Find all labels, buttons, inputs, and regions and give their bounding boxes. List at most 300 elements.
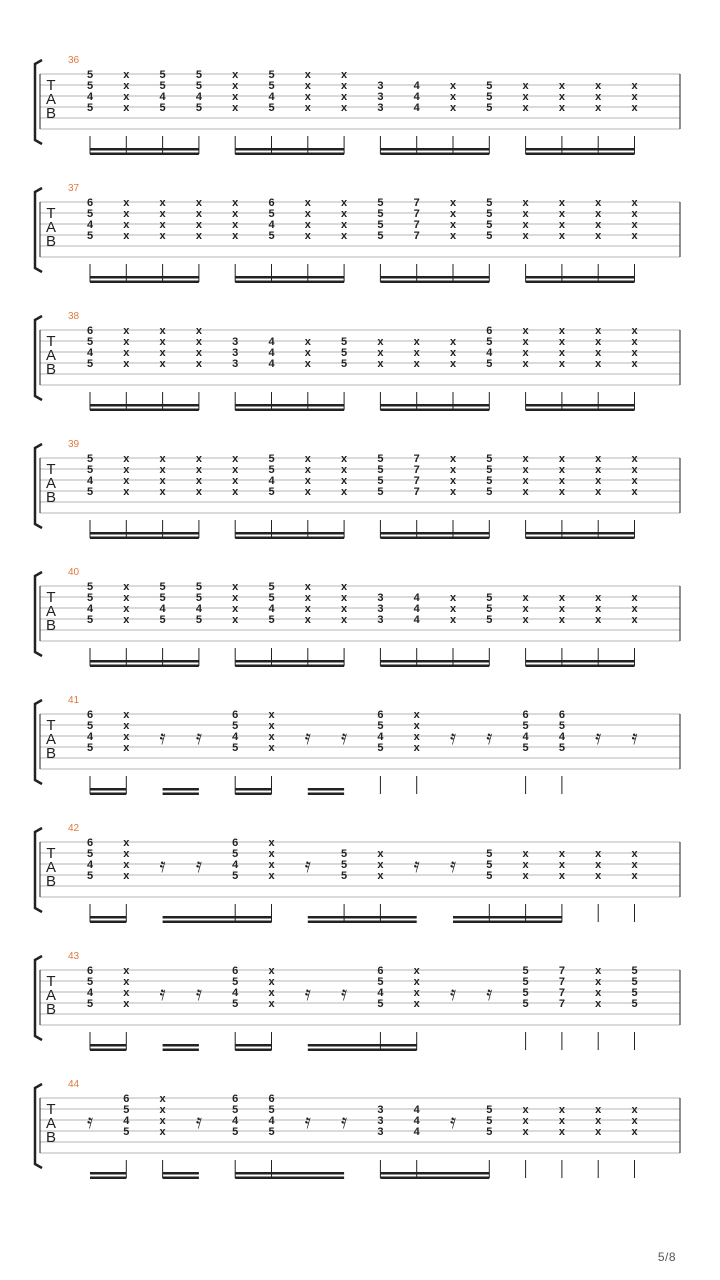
beam-primary (90, 1044, 126, 1047)
fret-number: 6 (232, 837, 239, 849)
beam-secondary (90, 1049, 126, 1052)
tab-clef-letter: A (45, 731, 57, 748)
dead-note: x (195, 486, 202, 498)
dead-note: x (304, 592, 311, 604)
beam-primary (163, 788, 199, 791)
fret-number: 3 (377, 614, 384, 626)
tab-clef-letter: B (45, 361, 57, 378)
dead-note: x (631, 208, 638, 220)
fret-number: 5 (232, 976, 239, 988)
dead-note: x (341, 614, 348, 626)
fret-number: 5 (377, 197, 384, 209)
measure-number: 37 (68, 183, 80, 194)
dead-note: x (159, 219, 166, 231)
fret-number: 5 (486, 230, 493, 242)
dead-note: x (341, 453, 348, 465)
fret-number: 5 (377, 208, 384, 220)
beam-primary (235, 276, 344, 279)
beam-primary (380, 148, 489, 151)
fret-number: 5 (486, 453, 493, 465)
fret-number: 7 (413, 230, 420, 242)
fret-number: 3 (377, 91, 384, 103)
beam-primary (235, 148, 344, 151)
measure-number: 39 (68, 439, 80, 450)
fret-number: 5 (195, 592, 202, 604)
dead-note: x (522, 325, 529, 337)
fret-number: 4 (413, 1115, 420, 1127)
dead-note: x (449, 80, 457, 92)
dead-note: x (522, 859, 529, 871)
dead-note: x (558, 219, 565, 231)
fret-number: 5 (268, 614, 275, 626)
sixteenth-rest: 𝄿 (486, 727, 493, 749)
dead-note: x (232, 603, 239, 615)
fret-number: 4 (232, 987, 239, 999)
fret-number: 5 (631, 987, 638, 999)
dead-note: x (522, 870, 529, 882)
fret-number: 5 (86, 614, 94, 626)
tab-clef-letter: A (45, 219, 57, 236)
fret-number: 5 (522, 720, 529, 732)
fret-number: 5 (86, 870, 94, 882)
dead-note: x (159, 336, 166, 348)
dead-note: x (341, 464, 348, 476)
fret-number: 5 (86, 358, 94, 370)
dead-note: x (377, 870, 384, 882)
fret-number: 4 (86, 347, 94, 359)
dead-note: x (558, 91, 565, 103)
tab-clef-letter: A (45, 987, 57, 1004)
dead-note: x (123, 592, 130, 604)
beam-secondary (235, 153, 344, 156)
dead-note: x (123, 208, 130, 220)
tab-system (35, 55, 680, 155)
beam-primary (526, 148, 635, 151)
dead-note: x (631, 614, 638, 626)
dead-note: x (123, 987, 130, 999)
dead-note: x (159, 1104, 166, 1116)
fret-number: 3 (377, 592, 384, 604)
dead-note: x (522, 475, 529, 487)
fret-number: 4 (413, 1126, 420, 1138)
dead-note: x (123, 475, 130, 487)
tab-clef-letter: T (46, 461, 56, 478)
fret-number: 4 (86, 859, 94, 871)
dead-note: x (232, 219, 239, 231)
dead-note: x (558, 347, 565, 359)
dead-note: x (195, 219, 202, 231)
dead-note: x (449, 486, 457, 498)
fret-number: 4 (486, 347, 493, 359)
dead-note: x (522, 358, 529, 370)
dead-note: x (631, 475, 638, 487)
dead-note: x (631, 453, 638, 465)
dead-note: x (413, 720, 420, 732)
dead-note: x (522, 347, 529, 359)
dead-note: x (595, 592, 602, 604)
fret-number: 4 (86, 603, 94, 615)
fret-number: 4 (86, 91, 94, 103)
dead-note: x (595, 91, 602, 103)
fret-number: 5 (159, 614, 166, 626)
sixteenth-rest: 𝄿 (341, 983, 348, 1005)
fret-number: 7 (558, 976, 565, 988)
dead-note: x (232, 91, 239, 103)
dead-note: x (522, 614, 529, 626)
dead-note: x (268, 848, 275, 860)
tab-clef-letter: T (46, 205, 56, 222)
dead-note: x (159, 486, 166, 498)
fret-number: 7 (413, 486, 420, 498)
beam-primary (380, 404, 489, 407)
dead-note: x (522, 336, 529, 348)
beam-secondary (308, 921, 417, 924)
tab-system (35, 439, 680, 539)
dead-note: x (304, 347, 311, 359)
dead-note: x (595, 848, 602, 860)
dead-note: x (232, 614, 239, 626)
fret-number: 4 (268, 1115, 275, 1127)
dead-note: x (449, 197, 457, 209)
fret-number: 5 (486, 102, 493, 114)
dead-note: x (304, 230, 311, 242)
beam-secondary (90, 153, 199, 156)
dead-note: x (449, 614, 457, 626)
dead-note: x (341, 230, 348, 242)
dead-note: x (558, 859, 565, 871)
sixteenth-rest: 𝄿 (86, 1111, 94, 1133)
dead-note: x (123, 358, 130, 370)
fret-number: 6 (377, 709, 384, 721)
dead-note: x (159, 208, 166, 220)
sixteenth-rest: 𝄿 (195, 983, 202, 1005)
dead-note: x (413, 347, 420, 359)
dead-note: x (195, 475, 202, 487)
dead-note: x (232, 69, 239, 81)
tab-clef-letter: A (45, 603, 57, 620)
dead-note: x (304, 208, 311, 220)
dead-note: x (377, 336, 384, 348)
fret-number: 5 (631, 965, 638, 977)
fret-number: 5 (86, 230, 94, 242)
tab-system (35, 311, 680, 411)
fret-number: 5 (159, 80, 166, 92)
dead-note: x (304, 219, 311, 231)
dead-note: x (595, 102, 602, 114)
dead-note: x (631, 358, 638, 370)
beam-primary (380, 1172, 489, 1175)
fret-number: 6 (86, 965, 94, 977)
dead-note: x (341, 486, 348, 498)
dead-note: x (413, 998, 420, 1010)
dead-note: x (304, 336, 311, 348)
fret-number: 4 (86, 731, 94, 743)
fret-number: 5 (486, 219, 493, 231)
fret-number: 5 (268, 464, 275, 476)
fret-number: 4 (413, 1104, 420, 1116)
dead-note: x (558, 336, 565, 348)
fret-number: 5 (86, 102, 94, 114)
dead-note: x (631, 603, 638, 615)
fret-number: 5 (86, 453, 94, 465)
dead-note: x (123, 197, 130, 209)
dead-note: x (195, 347, 202, 359)
tab-clef-letter: B (45, 489, 57, 506)
sixteenth-rest: 𝄿 (159, 983, 166, 1005)
fret-number: 5 (377, 998, 384, 1010)
dead-note: x (522, 464, 529, 476)
sixteenth-rest: 𝄿 (304, 727, 311, 749)
dead-note: x (159, 1115, 166, 1127)
beam-primary (526, 276, 635, 279)
dead-note: x (195, 208, 202, 220)
tab-clef-letter: B (45, 1001, 57, 1018)
beam-secondary (380, 153, 489, 156)
dead-note: x (341, 91, 348, 103)
dead-note: x (341, 102, 348, 114)
beam-secondary (163, 1049, 199, 1052)
fret-number: 5 (486, 475, 493, 487)
beam-primary (235, 1044, 271, 1047)
beam-primary (163, 916, 272, 919)
fret-number: 7 (413, 208, 420, 220)
dead-note: x (449, 603, 457, 615)
dead-note: x (341, 603, 348, 615)
fret-number: 6 (86, 709, 94, 721)
fret-number: 5 (268, 69, 275, 81)
fret-number: 4 (268, 347, 275, 359)
beam-primary (235, 660, 344, 663)
beam-secondary (235, 793, 271, 796)
fret-number: 5 (377, 742, 384, 754)
fret-number: 5 (522, 998, 529, 1010)
fret-number: 3 (232, 358, 239, 370)
fret-number: 5 (486, 1104, 493, 1116)
sixteenth-rest: 𝄿 (195, 727, 202, 749)
page-number: 5/8 (657, 1250, 676, 1264)
fret-number: 5 (341, 848, 348, 860)
system-bracket (35, 188, 42, 272)
fret-number: 7 (413, 464, 420, 476)
dead-note: x (522, 453, 529, 465)
fret-number: 7 (558, 987, 565, 999)
dead-note: x (631, 1126, 638, 1138)
beam-secondary (308, 1049, 417, 1052)
dead-note: x (558, 80, 565, 92)
fret-number: 5 (86, 848, 94, 860)
measure-number: 42 (68, 823, 80, 834)
dead-note: x (268, 976, 275, 988)
dead-note: x (159, 453, 166, 465)
fret-number: 5 (522, 976, 529, 988)
fret-number: 5 (486, 614, 493, 626)
fret-number: 4 (232, 859, 239, 871)
dead-note: x (558, 464, 565, 476)
fret-number: 5 (631, 976, 638, 988)
beam-primary (235, 532, 344, 535)
dead-note: x (304, 80, 311, 92)
sixteenth-rest: 𝄿 (449, 855, 457, 877)
sixteenth-rest: 𝄿 (159, 727, 166, 749)
dead-note: x (268, 720, 275, 732)
beam-secondary (526, 665, 635, 668)
dead-note: x (449, 453, 457, 465)
system-bracket (35, 956, 42, 1040)
tab-clef-letter: T (46, 1101, 56, 1118)
beam-secondary (90, 921, 126, 924)
fret-number: 6 (86, 197, 94, 209)
dead-note: x (304, 102, 311, 114)
beam-primary (163, 1172, 199, 1175)
fret-number: 7 (413, 219, 420, 231)
system-bracket (35, 828, 42, 912)
dead-note: x (558, 453, 565, 465)
dead-note: x (123, 709, 130, 721)
dead-note: x (377, 859, 384, 871)
dead-note: x (522, 603, 529, 615)
beam-primary (380, 660, 489, 663)
dead-note: x (558, 486, 565, 498)
beam-primary (235, 788, 271, 791)
beam-secondary (163, 1177, 199, 1180)
dead-note: x (558, 870, 565, 882)
dead-note: x (232, 230, 239, 242)
dead-note: x (595, 325, 602, 337)
dead-note: x (159, 464, 166, 476)
dead-note: x (123, 91, 130, 103)
fret-number: 5 (341, 347, 348, 359)
fret-number: 7 (413, 453, 420, 465)
fret-number: 5 (86, 976, 94, 988)
beam-secondary (90, 537, 199, 540)
beam-primary (235, 1172, 344, 1175)
fret-number: 4 (268, 603, 275, 615)
dead-note: x (522, 230, 529, 242)
tab-clef-letter: T (46, 589, 56, 606)
dead-note: x (341, 208, 348, 220)
fret-number: 5 (195, 581, 202, 593)
beam-primary (90, 276, 199, 279)
dead-note: x (195, 197, 202, 209)
dead-note: x (522, 1126, 529, 1138)
dead-note: x (232, 453, 239, 465)
fret-number: 7 (558, 998, 565, 1010)
dead-note: x (631, 486, 638, 498)
fret-number: 5 (486, 870, 493, 882)
fret-number: 6 (123, 1093, 130, 1105)
fret-number: 5 (522, 742, 529, 754)
dead-note: x (268, 987, 275, 999)
dead-note: x (159, 475, 166, 487)
fret-number: 5 (86, 208, 94, 220)
dead-note: x (558, 325, 565, 337)
dead-note: x (449, 219, 457, 231)
dead-note: x (232, 208, 239, 220)
dead-note: x (123, 614, 130, 626)
tab-clef-letter: A (45, 91, 57, 108)
fret-number: 5 (558, 720, 565, 732)
fret-number: 5 (522, 965, 529, 977)
dead-note: x (341, 592, 348, 604)
beam-secondary (235, 281, 344, 284)
dead-note: x (522, 102, 529, 114)
fret-number: 5 (232, 848, 239, 860)
dead-note: x (595, 965, 602, 977)
dead-note: x (558, 1126, 565, 1138)
fret-number: 5 (86, 336, 94, 348)
beam-secondary (163, 793, 199, 796)
dead-note: x (123, 603, 130, 615)
dead-note: x (123, 965, 130, 977)
dead-note: x (304, 197, 311, 209)
tab-clef-letter: B (45, 105, 57, 122)
dead-note: x (123, 102, 130, 114)
fret-number: 3 (377, 102, 384, 114)
beam-secondary (526, 537, 635, 540)
fret-number: 5 (341, 358, 348, 370)
dead-note: x (232, 475, 239, 487)
beam-primary (90, 660, 199, 663)
dead-note: x (558, 197, 565, 209)
fret-number: 4 (86, 475, 94, 487)
fret-number: 5 (268, 581, 275, 593)
fret-number: 4 (413, 603, 420, 615)
dead-note: x (522, 219, 529, 231)
fret-number: 3 (377, 603, 384, 615)
dead-note: x (558, 1104, 565, 1116)
dead-note: x (268, 731, 275, 743)
fret-number: 3 (377, 1104, 384, 1116)
fret-number: 5 (159, 592, 166, 604)
dead-note: x (595, 453, 602, 465)
dead-note: x (449, 230, 457, 242)
fret-number: 4 (413, 592, 420, 604)
fret-number: 5 (486, 859, 493, 871)
sixteenth-rest: 𝄿 (595, 727, 602, 749)
tab-clef-letter: B (45, 233, 57, 250)
sixteenth-rest: 𝄿 (449, 1111, 457, 1133)
fret-number: 4 (232, 731, 239, 743)
fret-number: 6 (232, 1093, 239, 1105)
dead-note: x (595, 998, 602, 1010)
tab-clef-letter: B (45, 617, 57, 634)
dead-note: x (558, 1115, 565, 1127)
tab-clef-letter: T (46, 717, 56, 734)
dead-note: x (268, 709, 275, 721)
fret-number: 5 (195, 80, 202, 92)
fret-number: 4 (268, 475, 275, 487)
dead-note: x (123, 80, 130, 92)
dead-note: x (304, 475, 311, 487)
dead-note: x (595, 976, 602, 988)
fret-number: 5 (159, 581, 166, 593)
fret-number: 5 (86, 998, 94, 1010)
beam-secondary (235, 409, 344, 412)
dead-note: x (595, 614, 602, 626)
fret-number: 5 (232, 742, 239, 754)
fret-number: 4 (123, 1115, 130, 1127)
fret-number: 4 (86, 987, 94, 999)
dead-note: x (595, 464, 602, 476)
dead-note: x (595, 603, 602, 615)
dead-note: x (522, 80, 529, 92)
fret-number: 5 (86, 80, 94, 92)
fret-number: 6 (268, 197, 275, 209)
beam-primary (90, 1172, 126, 1175)
measure-number: 41 (68, 695, 80, 706)
beam-secondary (380, 409, 489, 412)
beam-secondary (90, 665, 199, 668)
